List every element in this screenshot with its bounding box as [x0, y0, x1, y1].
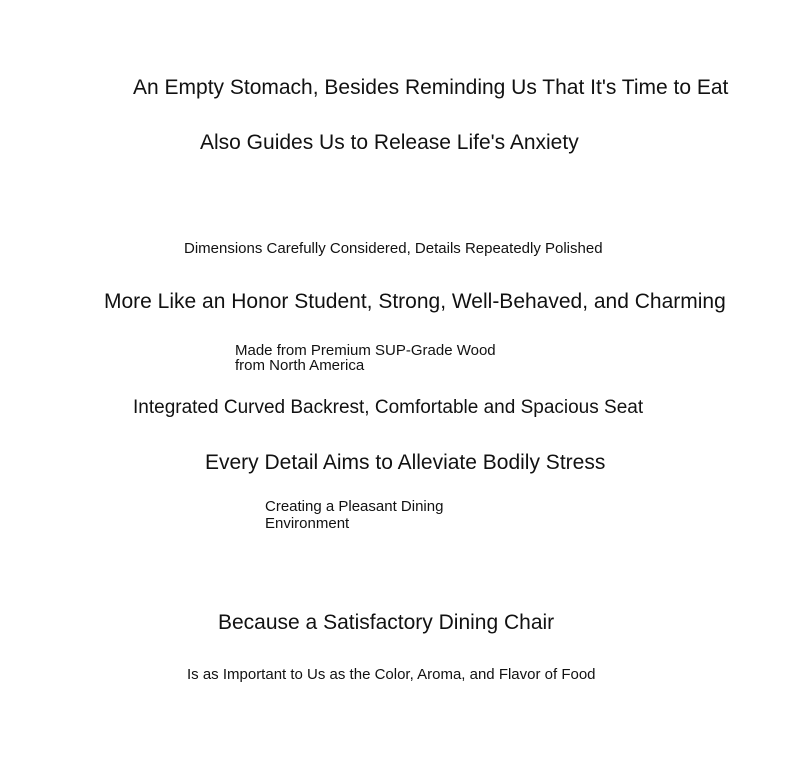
- headline-release-anxiety: Also Guides Us to Release Life's Anxiety: [200, 131, 579, 154]
- subheading-dimensions: Dimensions Carefully Considered, Details Repeatedly Polished: [184, 240, 603, 257]
- headline-backrest: Integrated Curved Backrest, Comfortable and Spacious Seat: [133, 397, 644, 418]
- headline-empty-stomach: An Empty Stomach, Besides Reminding Us That It's Time to Eat: [133, 76, 729, 99]
- text-pleasant-environment: [265, 498, 495, 533]
- text-wood-origin: [235, 343, 496, 373]
- headline-honor-student: More Like an Honor Student, Strong, Well-Behaved, and Charming: [104, 290, 726, 313]
- headline-satisfactory-chair: Because a Satisfactory Dining Chair: [218, 611, 555, 634]
- headline-bodily-stress: Every Detail Aims to Alleviate Bodily Stress: [205, 451, 606, 474]
- text-wood-origin-line-2: from North America: [235, 357, 365, 374]
- subheading-color-aroma: Is as Important to Us as the Color, Aroma, and Flavor of Food: [187, 666, 596, 683]
- text-wood-origin-line-1: Made from Premium SUP-Grade Wood: [235, 342, 496, 359]
- text-pleasant-environment-line-2: Environment: [265, 515, 350, 533]
- text-pleasant-environment-line-1: Creating a Pleasant Dining: [265, 498, 444, 515]
